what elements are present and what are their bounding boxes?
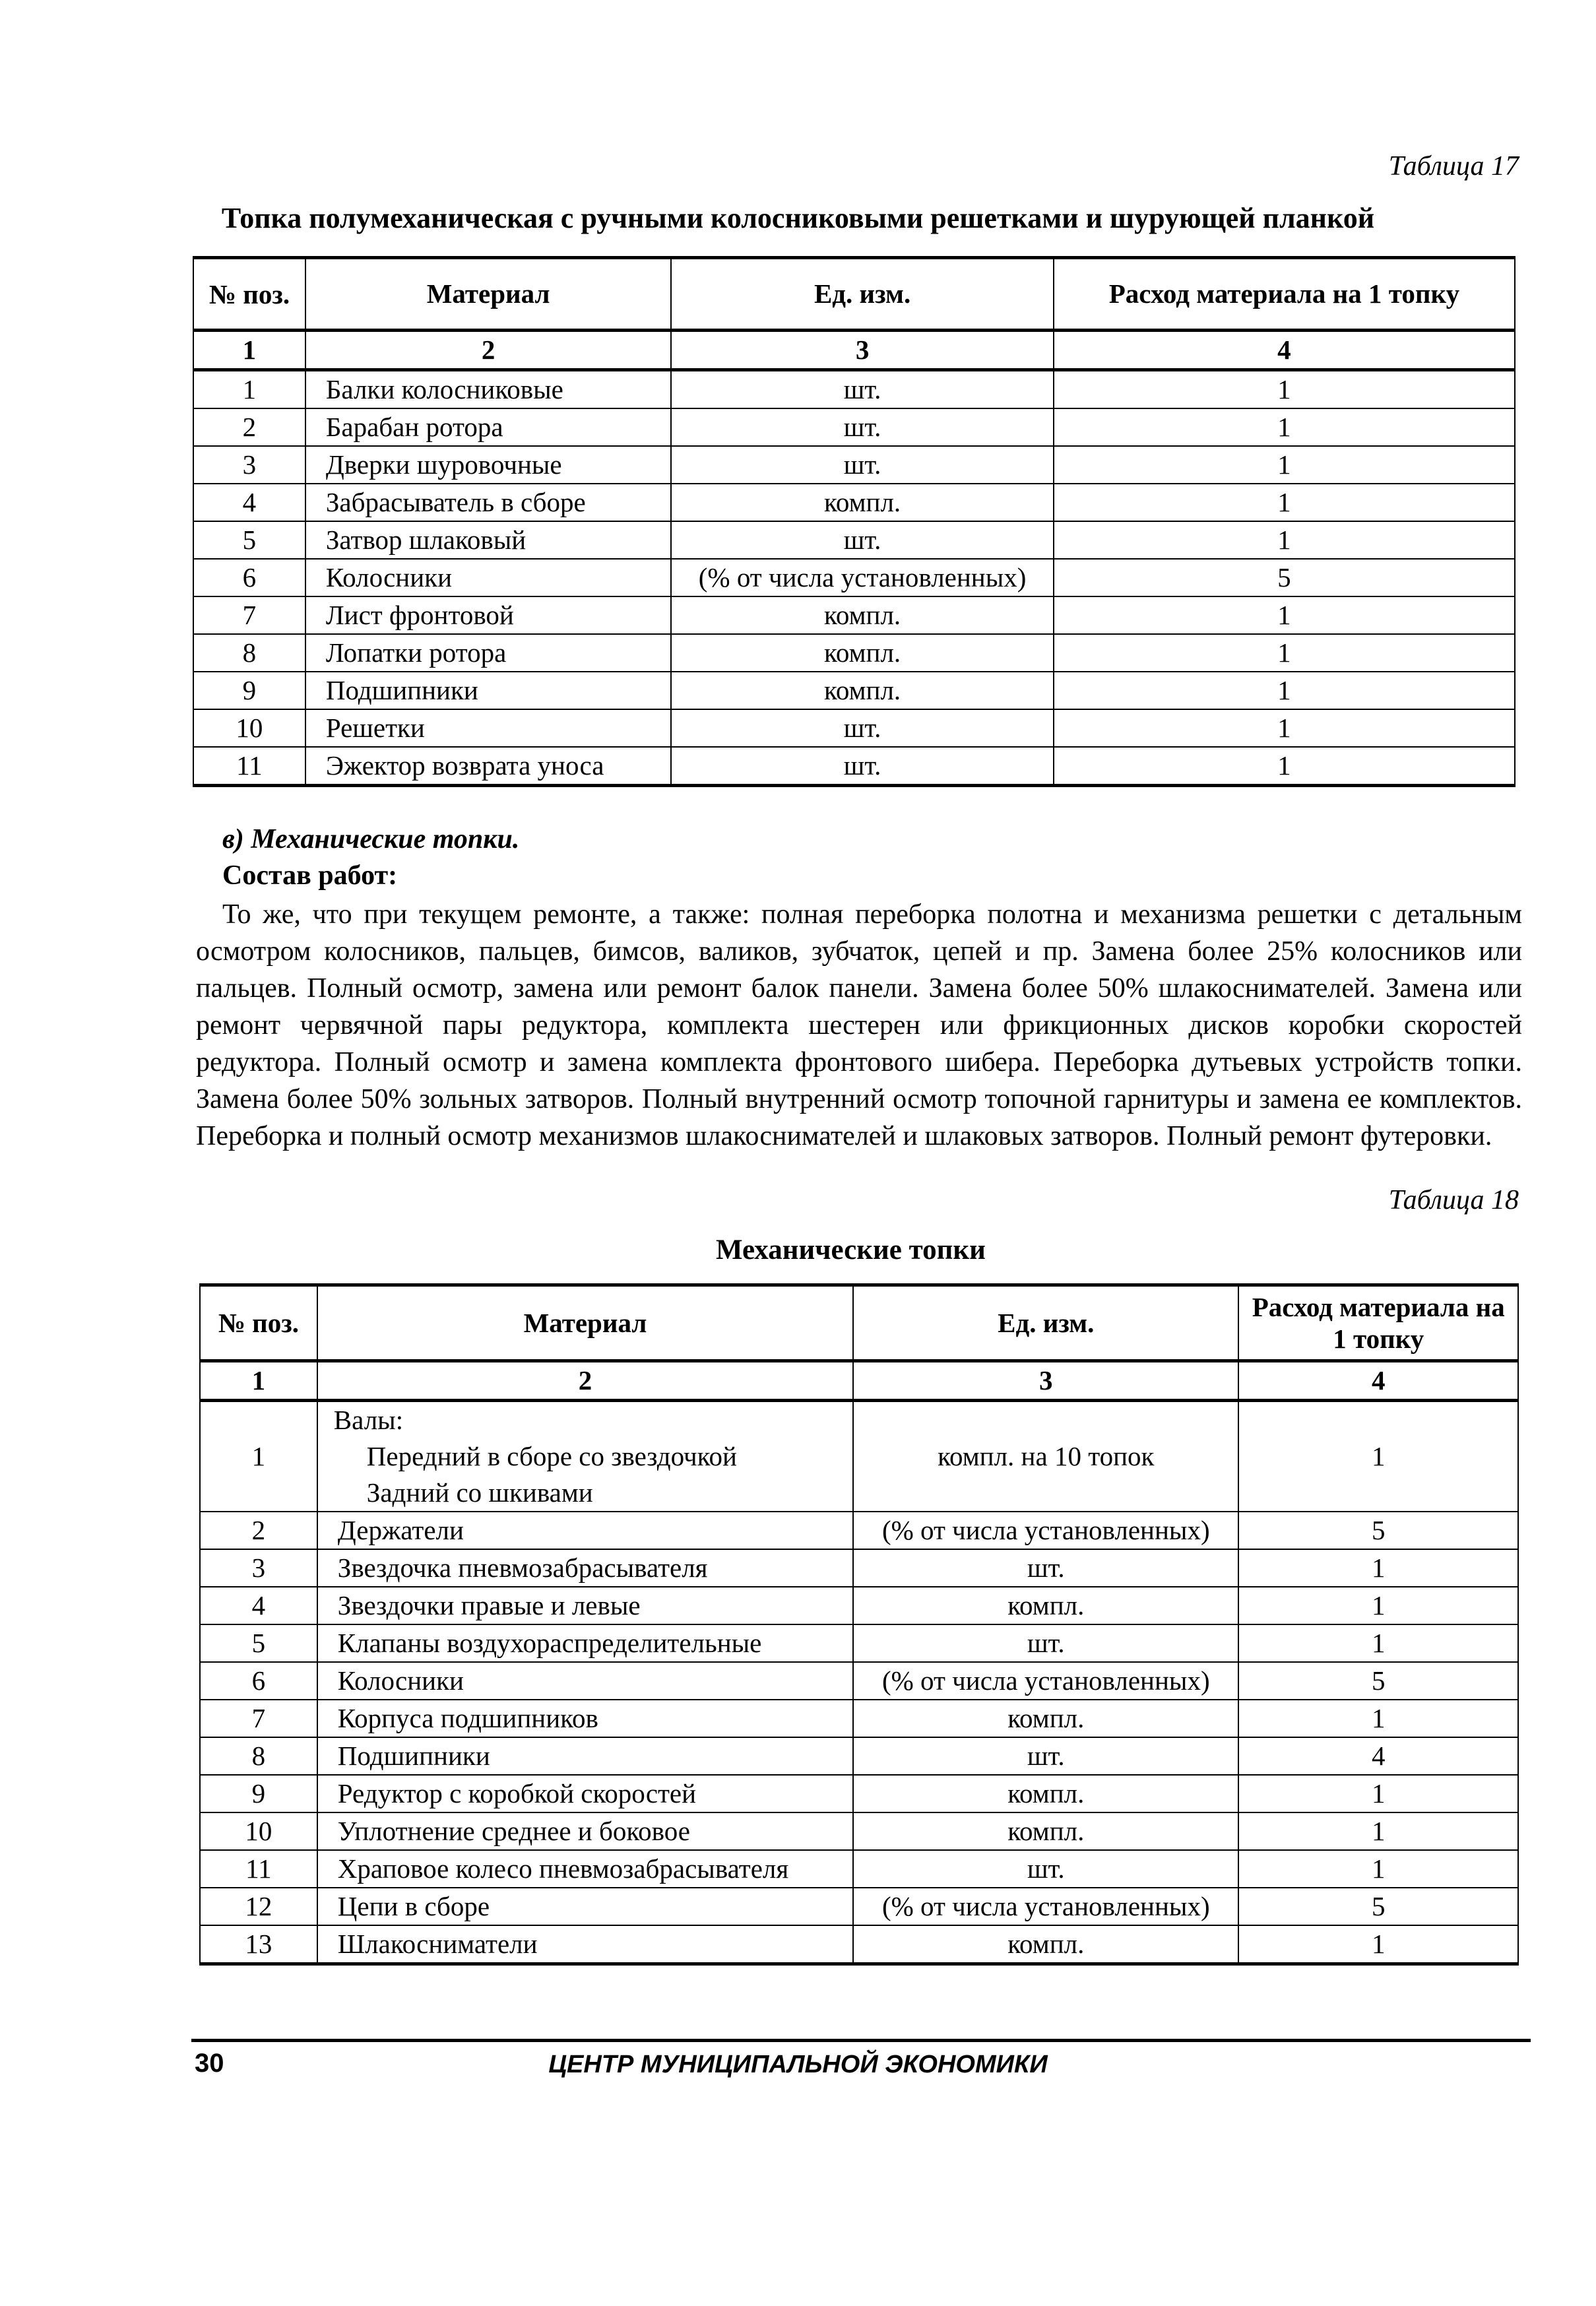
cell-qty: 1 xyxy=(1238,1925,1518,1964)
cell-unit: компл. xyxy=(671,672,1053,709)
table-row xyxy=(200,1850,1518,1888)
cell-qty: 1 xyxy=(1238,1401,1518,1512)
table-row xyxy=(193,672,1515,709)
table-row xyxy=(200,1662,1518,1700)
cell-qty: 1 xyxy=(1238,1624,1518,1662)
header-unit xyxy=(853,1285,1238,1361)
cell-qty: 1 xyxy=(1054,521,1515,559)
table-row xyxy=(200,1888,1518,1925)
table-row xyxy=(200,1624,1518,1662)
cell-material: Клапаны воздухораспределительные xyxy=(317,1624,853,1662)
section-paragraph: То же, что при текущем ремонте, а также: полная переборка полотна и механизма решетки с детальным осмотром колосников, пальцев, бимсов, валиков, зубчаток, цепей и пр. Замена более 25% колосников или пальцев. Полный осмотр, замена или ремонт балок панели. Замена более 50% шлакоснимателей. Замена или ремонт червячной пары редуктора, комплекта шестерен или фрикционных дисков коробки скоростей редуктора. Полный осмотр и замена комплекта фронтового шибера. Переборка дутьевых устройств топки. Замена более 50% зольных затворов. Полный внутренний осмотр топочной гарнитуры и замена ее комплектов. Переборка и полный осмотр механизмов шлакоснимателей и шлаковых затворов. Полный ремонт футеровки. xyxy=(196,899,1522,1151)
cell-material: Корпуса подшипников xyxy=(317,1700,853,1737)
header-pos: № поз. xyxy=(193,258,305,331)
cell-pos: 10 xyxy=(200,1812,317,1850)
cell-unit: компл. xyxy=(671,484,1053,521)
header-qty: Расход материала на 1 топку xyxy=(1054,258,1515,331)
table-row xyxy=(200,1700,1518,1737)
table-row xyxy=(200,1401,1518,1512)
cell-pos: 5 xyxy=(200,1624,317,1662)
cell-material: Звездочки правые и левые xyxy=(317,1587,853,1624)
cell-pos: 9 xyxy=(193,672,305,709)
cell-pos: 13 xyxy=(200,1925,317,1964)
cell-qty: 5 xyxy=(1238,1512,1518,1549)
cell-unit: компл. xyxy=(853,1925,1238,1964)
cell-pos: 5 xyxy=(193,521,305,559)
column-number: 1 xyxy=(193,331,305,370)
cell-qty: 1 xyxy=(1238,1850,1518,1888)
cell-material: Дверки шуровочные xyxy=(305,446,672,484)
cell-pos: 11 xyxy=(200,1850,317,1888)
cell-qty: 1 xyxy=(1054,484,1515,521)
cell-unit: шт. xyxy=(853,1850,1238,1888)
cell-qty: 1 xyxy=(1054,596,1515,634)
material-title: Валы: xyxy=(333,1405,404,1435)
column-number: 3 xyxy=(671,331,1053,370)
cell-pos: 8 xyxy=(200,1737,317,1775)
header-unit: Ед. изм. xyxy=(671,258,1053,331)
cell-material: Решетки xyxy=(305,709,672,747)
cell-qty: 1 xyxy=(1238,1549,1518,1587)
cell-unit: компл. xyxy=(671,596,1053,634)
header-unit-text: Ед. изм. xyxy=(998,1308,1095,1338)
cell-unit: компл. xyxy=(853,1775,1238,1812)
cell-pos: 7 xyxy=(193,596,305,634)
table-row xyxy=(193,521,1515,559)
table17 xyxy=(193,256,1516,787)
cell-material: Храповое колесо пневмозабрасывателя xyxy=(317,1850,853,1888)
cell-pos: 4 xyxy=(193,484,305,521)
cell-qty: 1 xyxy=(1054,747,1515,786)
cell-qty: 1 xyxy=(1238,1587,1518,1624)
cell-unit: компл. на 10 топок xyxy=(853,1401,1238,1512)
cell-unit: шт. xyxy=(671,408,1053,446)
table-row xyxy=(193,709,1515,747)
cell-pos: 8 xyxy=(193,634,305,672)
table-row xyxy=(193,596,1515,634)
cell-pos: 6 xyxy=(193,559,305,596)
cell-qty: 1 xyxy=(1054,709,1515,747)
material-sub: Передний в сборе со звездочкой xyxy=(366,1441,737,1471)
cell-unit: компл. xyxy=(853,1812,1238,1850)
cell-unit: шт. xyxy=(853,1624,1238,1662)
table-row xyxy=(200,1587,1518,1624)
cell-material xyxy=(317,1401,853,1512)
cell-material: Держатели xyxy=(317,1512,853,1549)
table18-title: Механические топки xyxy=(716,1234,986,1265)
cell-qty: 1 xyxy=(1054,672,1515,709)
table-row xyxy=(193,446,1515,484)
cell-pos: 7 xyxy=(200,1700,317,1737)
cell-unit: шт. xyxy=(671,370,1053,409)
cell-qty: 1 xyxy=(1054,446,1515,484)
cell-pos: 10 xyxy=(193,709,305,747)
cell-material: Подшипники xyxy=(317,1737,853,1775)
page-number: 30 xyxy=(195,2049,224,2078)
table18 xyxy=(199,1283,1519,1966)
cell-unit: компл. xyxy=(853,1587,1238,1624)
header-material: Материал xyxy=(305,258,672,331)
cell-qty: 4 xyxy=(1238,1737,1518,1775)
cell-qty: 1 xyxy=(1054,634,1515,672)
cell-qty: 5 xyxy=(1238,1888,1518,1925)
cell-material: Цепи в сборе xyxy=(317,1888,853,1925)
cell-material: Затвор шлаковый xyxy=(305,521,672,559)
cell-unit: (% от числа установленных) xyxy=(853,1662,1238,1700)
cell-material: Подшипники xyxy=(305,672,672,709)
table17-title: Топка полумеханическая с ручными колосниковыми решетками и шурующей планкой xyxy=(221,202,1375,234)
cell-material: Лопатки ротора xyxy=(305,634,672,672)
cell-unit: шт. xyxy=(671,446,1053,484)
footer-divider xyxy=(191,2039,1531,2042)
cell-material: Колосники xyxy=(317,1662,853,1700)
header-pos: № поз. xyxy=(200,1285,317,1361)
cell-unit: шт. xyxy=(671,709,1053,747)
cell-material: Редуктор с коробкой скоростей xyxy=(317,1775,853,1812)
cell-material: Балки колосниковые xyxy=(305,370,672,409)
cell-qty: 1 xyxy=(1238,1775,1518,1812)
table17-caption: Таблица 17 xyxy=(1388,151,1519,181)
header-material: Материал xyxy=(317,1285,853,1361)
cell-pos: 1 xyxy=(200,1401,317,1512)
table-row xyxy=(193,559,1515,596)
cell-unit: компл. xyxy=(853,1700,1238,1737)
cell-pos: 2 xyxy=(200,1512,317,1549)
cell-pos: 3 xyxy=(200,1549,317,1587)
column-number: 4 xyxy=(1054,331,1515,370)
cell-unit: компл. xyxy=(671,634,1053,672)
table-row xyxy=(193,747,1515,786)
table-row xyxy=(200,1925,1518,1964)
cell-unit: шт. xyxy=(671,747,1053,786)
cell-material: Забрасыватель в сборе xyxy=(305,484,672,521)
table18-caption: Таблица 18 xyxy=(1388,1185,1519,1215)
table-row xyxy=(200,1737,1518,1775)
header-qty: Расход материала на 1 топку xyxy=(1238,1285,1518,1361)
footer-publisher: ЦЕНТР МУНИЦИПАЛЬНОЙ ЭКОНОМИКИ xyxy=(548,2051,1048,2078)
table-row xyxy=(193,634,1515,672)
cell-material: Уплотнение среднее и боковое xyxy=(317,1812,853,1850)
column-number: 2 xyxy=(305,331,672,370)
cell-qty: 5 xyxy=(1054,559,1515,596)
cell-pos: 6 xyxy=(200,1662,317,1700)
cell-qty: 1 xyxy=(1054,408,1515,446)
cell-qty: 1 xyxy=(1238,1700,1518,1737)
cell-material: Шлакосниматели xyxy=(317,1925,853,1964)
cell-pos: 11 xyxy=(193,747,305,786)
cell-unit: шт. xyxy=(853,1737,1238,1775)
column-number: 1 xyxy=(200,1361,317,1401)
cell-pos: 9 xyxy=(200,1775,317,1812)
table-row xyxy=(200,1549,1518,1587)
section-subheading: Состав работ: xyxy=(222,860,398,891)
cell-unit: (% от числа установленных) xyxy=(853,1888,1238,1925)
table-row xyxy=(193,408,1515,446)
table-row xyxy=(200,1812,1518,1850)
column-number: 3 xyxy=(853,1361,1238,1401)
cell-qty: 1 xyxy=(1238,1812,1518,1850)
material-sub: Задний со шкивами xyxy=(366,1477,593,1508)
cell-material: Колосники xyxy=(305,559,672,596)
table-row xyxy=(200,1512,1518,1549)
cell-pos: 12 xyxy=(200,1888,317,1925)
cell-pos: 1 xyxy=(193,370,305,409)
column-number: 2 xyxy=(317,1361,853,1401)
table-row xyxy=(200,1775,1518,1812)
table-row xyxy=(193,484,1515,521)
table-row xyxy=(193,370,1515,409)
cell-material: Эжектор возврата уноса xyxy=(305,747,672,786)
cell-pos: 3 xyxy=(193,446,305,484)
cell-unit: шт. xyxy=(671,521,1053,559)
cell-material: Звездочка пневмозабрасывателя xyxy=(317,1549,853,1587)
cell-unit: (% от числа установленных) xyxy=(853,1512,1238,1549)
cell-pos: 4 xyxy=(200,1587,317,1624)
cell-qty: 5 xyxy=(1238,1662,1518,1700)
column-number: 4 xyxy=(1238,1361,1518,1401)
cell-qty: 1 xyxy=(1054,370,1515,409)
cell-pos: 2 xyxy=(193,408,305,446)
cell-unit: шт. xyxy=(853,1549,1238,1587)
section-heading: в) Механические топки. xyxy=(222,824,520,854)
cell-material: Лист фронтовой xyxy=(305,596,672,634)
cell-unit: (% от числа установленных) xyxy=(671,559,1053,596)
cell-material: Барабан ротора xyxy=(305,408,672,446)
